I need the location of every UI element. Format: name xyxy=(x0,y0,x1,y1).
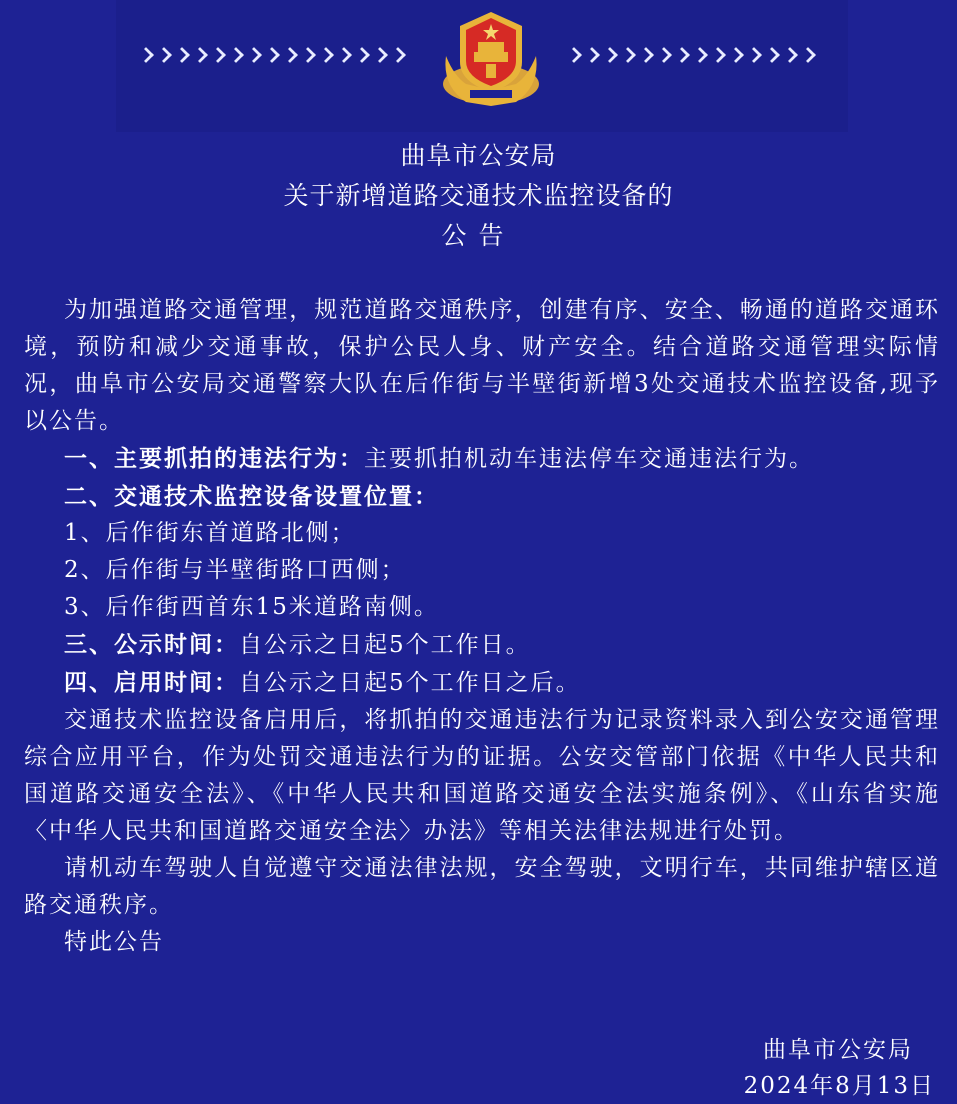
closing-line: 特此公告 xyxy=(64,929,164,955)
appeal-paragraph: 请机动车驾驶人自觉遵守交通法律法规，安全驾驶，文明行车，共同维护辖区道路交通秩序。 xyxy=(24,855,940,918)
section-activation xyxy=(24,664,940,702)
section-heading: 三、公示时间： xyxy=(64,631,239,658)
section-violations xyxy=(24,440,940,478)
chevron-right-icon xyxy=(300,46,314,60)
chevron-stripe-left xyxy=(138,40,408,66)
chevron-right-icon xyxy=(228,46,242,60)
chevron-right-icon xyxy=(800,46,814,60)
evidence-paragraph: 交通技术监控设备启用后，将抓拍的交通违法行为记录资料录入到公安交通管理综合应用平台，作为处罚交通违法行为的证据。公安交管部门依据《中华人民共和国道路交通安全法》、《中华人民共和国道路交通安全法实施条例》、《山东省实施〈中华人民共和国道路交通安全法〉办法》等相关法律法规进行处罚。 xyxy=(24,707,940,844)
section-text: 自公示之日起5个工作日。 xyxy=(239,632,531,658)
location-item: 2、后作街与半壁街路口西侧； xyxy=(64,557,406,583)
signature-org: 曲阜市公安局 xyxy=(763,1037,913,1063)
chevron-right-icon xyxy=(782,46,796,60)
chevron-right-icon xyxy=(692,46,706,60)
signature-date: 2024年8月13日 xyxy=(743,1073,935,1099)
chevron-right-icon xyxy=(192,46,206,60)
chevron-right-icon xyxy=(282,46,296,60)
chevron-right-icon xyxy=(746,46,760,60)
chevron-right-icon xyxy=(336,46,350,60)
chevron-right-icon xyxy=(372,46,386,60)
section-heading: 四、启用时间： xyxy=(64,669,239,696)
chevron-right-icon xyxy=(728,46,742,60)
chevron-right-icon xyxy=(656,46,670,60)
chevron-right-icon xyxy=(246,46,260,60)
chevron-right-icon xyxy=(210,46,224,60)
notice-body xyxy=(24,292,940,961)
chevron-stripe-right xyxy=(566,40,818,66)
title-issuer: 曲阜市公安局 xyxy=(400,141,557,170)
intro-paragraph: 为加强道路交通管理，规范道路交通秩序，创建有序、安全、畅通的道路交通环境，预防和减少交通事故，保护公民人身、财产安全。结合道路交通管理实际情况，曲阜市公安局交通警察大队在后作街与半壁街新增3处交通技术监控设备,现予以公告。 xyxy=(24,297,940,434)
title-subject: 关于新增道路交通技术监控设备的 xyxy=(283,181,674,210)
location-item: 3、后作街西首东15米道路南侧。 xyxy=(64,594,439,620)
police-emblem-icon xyxy=(436,6,546,110)
chevron-right-icon xyxy=(638,46,652,60)
section-publicity xyxy=(24,626,940,664)
chevron-right-icon xyxy=(602,46,616,60)
section-text: 自公示之日起5个工作日之后。 xyxy=(239,670,581,696)
chevron-right-icon xyxy=(390,46,404,60)
signature-block xyxy=(743,1032,935,1104)
chevron-right-icon xyxy=(566,46,580,60)
title-notice: 公告 xyxy=(441,221,516,250)
section-text: 主要抓拍机动车违法停车交通违法行为。 xyxy=(364,446,814,472)
section-locations-heading: 二、交通技术监控设备设置位置： xyxy=(64,483,439,510)
header-banner xyxy=(116,0,848,132)
chevron-right-icon xyxy=(584,46,598,60)
chevron-right-icon xyxy=(710,46,724,60)
chevron-right-icon xyxy=(620,46,634,60)
chevron-right-icon xyxy=(674,46,688,60)
chevron-right-icon xyxy=(318,46,332,60)
location-item: 1、后作街东首道路北侧； xyxy=(64,520,356,546)
section-heading: 一、主要抓拍的违法行为： xyxy=(64,445,364,472)
chevron-right-icon xyxy=(138,46,152,60)
chevron-right-icon xyxy=(354,46,368,60)
chevron-right-icon xyxy=(174,46,188,60)
chevron-right-icon xyxy=(264,46,278,60)
chevron-right-icon xyxy=(156,46,170,60)
chevron-right-icon xyxy=(764,46,778,60)
